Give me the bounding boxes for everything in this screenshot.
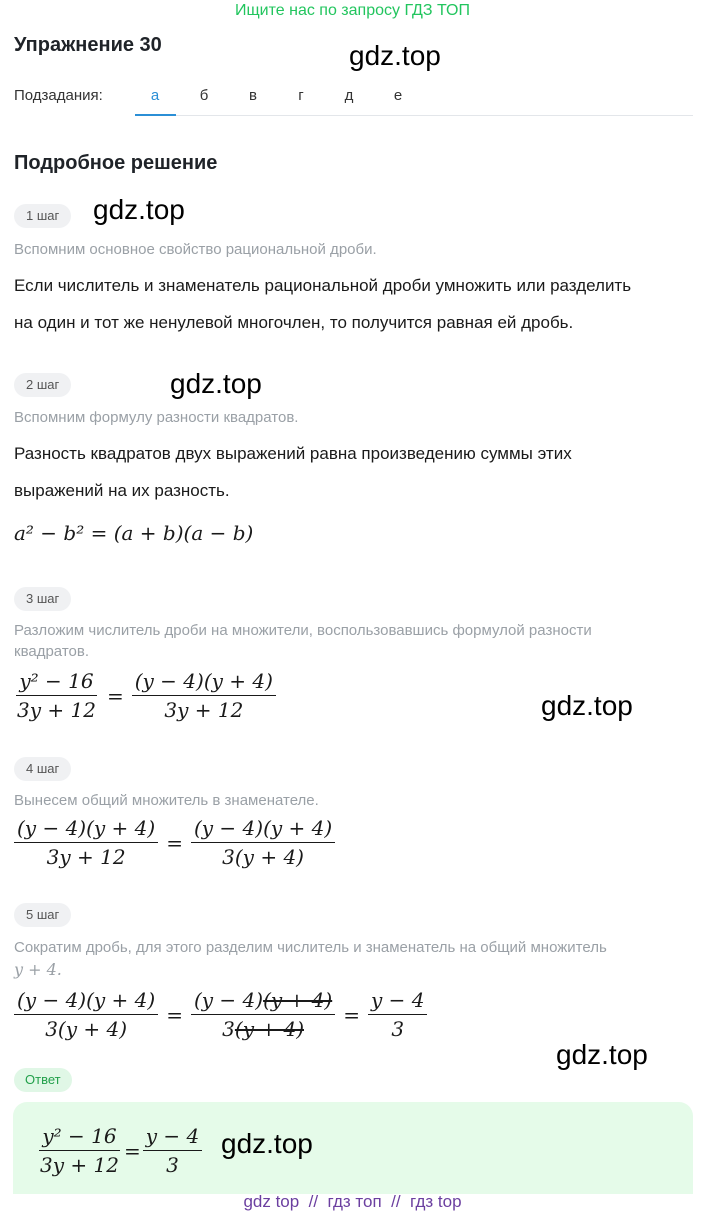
fraction-denominator: 3(y + 4): [222, 845, 304, 869]
denominator-cancelled: (y + 4): [234, 1017, 304, 1041]
step-3-badge: 3 шаг: [14, 587, 71, 611]
answer-badge: Ответ: [14, 1068, 72, 1092]
step-3-hint-line2: квадратов.: [14, 643, 89, 660]
tabs-divider: [135, 115, 693, 116]
step-4-badge: 4 шаг: [14, 757, 71, 781]
fraction-denominator: 3: [391, 1017, 405, 1041]
tab-subtask-d[interactable]: д: [344, 87, 354, 104]
step-2-badge: 2 шаг: [14, 373, 71, 397]
step-4-equation: $\frac{(y - 4)(y + 4)}{3y + 12}$ = $\frac{(y - 4)(y + 4)}{3(y + 4)}$: [14, 816, 335, 869]
numerator-kept: (y − 4): [193, 988, 264, 1012]
fraction-denominator: 3y + 12: [164, 698, 244, 722]
tab-subtask-b[interactable]: б: [199, 87, 209, 104]
step-5-badge: 5 шаг: [14, 903, 71, 927]
page-title: Упражнение 30: [14, 34, 162, 56]
answer-equation: $\frac{\text{y² − 16}}{3y + 12}$ = $\frac{y - 4}{3}$: [37, 1124, 202, 1177]
fraction-numerator: y² − 16: [39, 1124, 119, 1151]
fraction-numerator: (y − 4)(y + 4): [14, 816, 158, 843]
step-2-hint: Вспомним формулу разности квадратов.: [14, 409, 299, 426]
tab-subtask-g[interactable]: г: [298, 87, 304, 104]
fraction-numerator: (y − 4)(y + 4): [132, 669, 276, 696]
watermark: gdz.top: [349, 40, 441, 71]
fraction-denominator: 3y + 12: [46, 845, 126, 869]
fraction-numerator: y² − 16: [16, 669, 96, 696]
step-3-hint-line1: Разложим числитель дроби на множители, воспользовавшись формулой разности: [14, 622, 592, 639]
search-banner[interactable]: Ищите нас по запросу ГДЗ ТОП: [235, 2, 470, 19]
subtasks-label: Подзадания:: [14, 87, 103, 104]
step-2-formula: a² − b² = (a + b)(a − b): [14, 521, 254, 545]
tab-subtask-v[interactable]: в: [249, 87, 257, 104]
fraction-numerator: y − 4: [143, 1124, 203, 1151]
denominator-kept: 3: [222, 1017, 235, 1041]
step-5-equation: $\frac{(y - 4)(y + 4)}{3(y + 4)}$ = $\frac{(y - 4)(y + 4)}{3(y + 4)}$ = $\frac{y - 4}{3}$: [14, 988, 427, 1041]
fraction-numerator: y − 4: [368, 988, 428, 1015]
watermark: gdz.top: [556, 1039, 648, 1070]
watermark: gdz.top: [170, 368, 262, 399]
step-1-hint: Вспомним основное свойство рациональной дроби.: [14, 241, 377, 258]
watermark: gdz.top: [541, 690, 633, 721]
solution-heading: Подробное решение: [14, 152, 218, 174]
fraction-numerator: (y − 4)(y + 4): [191, 816, 335, 843]
fraction-denominator: 3y + 12: [40, 1153, 119, 1177]
active-tab-indicator: [135, 114, 176, 116]
watermark: gdz.top: [221, 1128, 313, 1159]
step-1-text-line1: Если числитель и знаменатель рациональной дроби умножить или разделить: [14, 276, 632, 295]
step-4-hint: Вынесем общий множитель в знаменателе.: [14, 792, 319, 809]
fraction-numerator: (y − 4)(y + 4): [14, 988, 158, 1015]
step-2-text-line1: Разность квадратов двух выражений равна произведению суммы этих: [14, 444, 572, 463]
fraction-denominator: 3: [166, 1153, 179, 1177]
step-5-hint-line1: Сократим дробь, для этого разделим числитель и знаменатель на общий множитель: [14, 939, 607, 956]
step-2-text-line2: выражений на их разность.: [14, 481, 230, 500]
fraction-denominator: 3(y + 4): [45, 1017, 128, 1041]
fraction-denominator: 3y + 12: [17, 698, 96, 722]
tab-subtask-a[interactable]: а: [150, 87, 160, 104]
step-1-badge: 1 шаг: [14, 204, 71, 228]
step-1-text-line2: на один и тот же ненулевой многочлен, то получится равная ей дробь.: [14, 313, 574, 332]
tab-subtask-e[interactable]: е: [393, 87, 403, 104]
numerator-cancelled: (y + 4): [263, 988, 333, 1012]
step-5-hint-math: y + 4.: [14, 960, 62, 979]
footer-links[interactable]: gdz top // гдз топ // гдз top: [243, 1192, 462, 1211]
step-3-equation: $\frac{\text{y² − 16}}{3y + 12}$ = $\frac{(y - 4)(y + 4)}{3y + 12}$: [14, 669, 276, 722]
watermark: gdz.top: [93, 194, 185, 225]
